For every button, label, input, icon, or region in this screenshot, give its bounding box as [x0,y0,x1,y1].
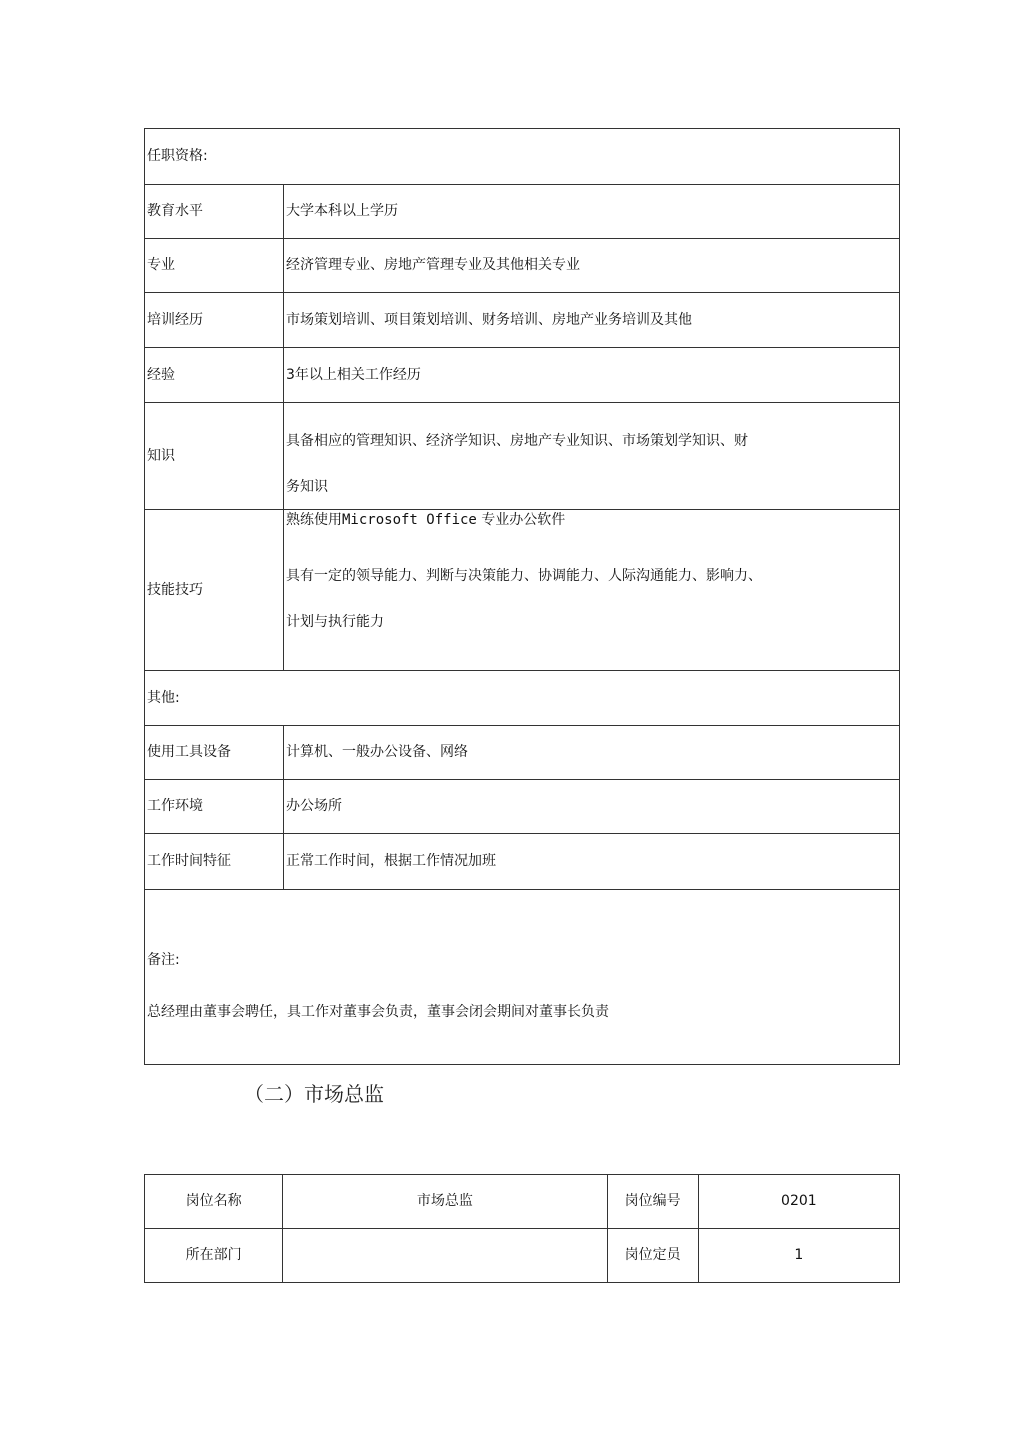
knowledge-label: 知识 [145,403,284,510]
experience-value: 3年以上相关工作经历 [284,348,900,403]
department-value [283,1229,607,1283]
other-section-label: 其他: [145,671,900,726]
qualifications-section-label: 任职资格: [145,129,900,185]
skills-line-2: 具有一定的领导能力、判断与决策能力、协调能力、人际沟通能力、影响力、 [286,568,762,584]
position-table [144,1174,900,1283]
education-value: 大学本科以上学历 [284,185,900,239]
knowledge-line-2: 务知识 [286,479,328,495]
position-name-label: 岗位名称 [145,1175,283,1229]
remarks-label: 备注: [147,952,180,968]
work-hours-value: 正常工作时间，根据工作情况加班 [284,834,900,890]
position-name-value: 市场总监 [283,1175,607,1229]
headcount-value: 1 [698,1229,899,1283]
major-label: 专业 [145,239,284,293]
section-heading: （二）市场总监 [244,1082,384,1106]
tools-label: 使用工具设备 [145,726,284,780]
remarks-cell [145,890,900,1065]
position-code-label: 岗位编号 [607,1175,698,1229]
department-label: 所在部门 [145,1229,283,1283]
work-hours-label: 工作时间特征 [145,834,284,890]
environment-label: 工作环境 [145,780,284,834]
education-label: 教育水平 [145,185,284,239]
position-code-value: 0201 [698,1175,899,1229]
knowledge-line-1: 具备相应的管理知识、经济学知识、房地产专业知识、市场策划学知识、财 [286,433,748,449]
skills-line-1-prefix: 熟练使用 [286,512,342,528]
knowledge-value [284,403,900,510]
qualification-table [144,128,900,1065]
headcount-label: 岗位定员 [607,1229,698,1283]
skills-value [284,510,900,671]
skills-label: 技能技巧 [145,510,284,671]
skills-line-3: 计划与执行能力 [286,614,384,630]
experience-label: 经验 [145,348,284,403]
skills-software-name: Microsoft Office [342,512,477,528]
environment-value: 办公场所 [284,780,900,834]
remarks-text: 总经理由董事会聘任，具工作对董事会负责，董事会闭会期间对董事长负责 [147,1004,609,1020]
training-label: 培训经历 [145,293,284,348]
major-value: 经济管理专业、房地产管理专业及其他相关专业 [284,239,900,293]
skills-line-1 [286,510,899,530]
training-value: 市场策划培训、项目策划培训、财务培训、房地产业务培训及其他 [284,293,900,348]
tools-value: 计算机、一般办公设备、网络 [284,726,900,780]
skills-line-1-suffix: 专业办公软件 [476,512,566,528]
